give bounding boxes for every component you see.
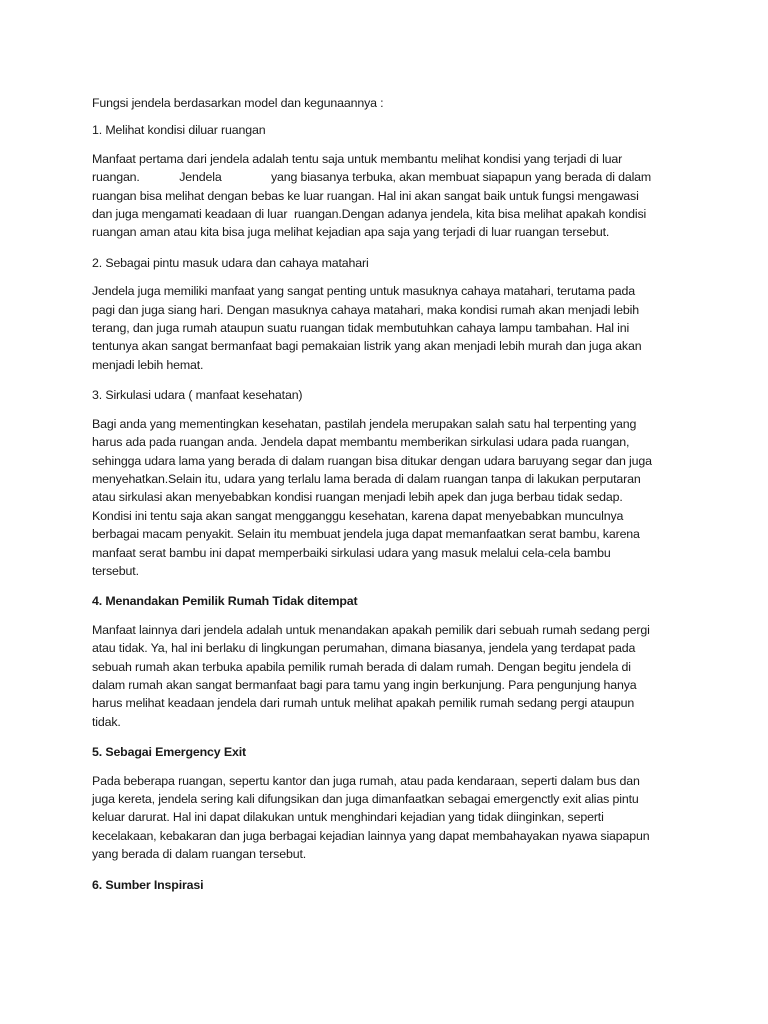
section-title-4: 4. Menandakan Pemilik Rumah Tidak ditempat <box>92 594 358 609</box>
paragraph-line: atau tidak. Ya, hal ini berlaku di lingkungan perumahan, dimana biasanya, jendela yang terdapat pada <box>92 641 636 656</box>
paragraph-line: tersebut. <box>92 563 139 578</box>
paragraph-line: Bagi anda yang mementingkan kesehatan, pastilah jendela merupakan salah satu hal terpenting yang <box>92 416 637 431</box>
paragraph-line: pagi dan juga siang hari. Dengan masuknya cahaya matahari, maka kondisi rumah akan menjadi lebih <box>92 302 639 317</box>
paragraph-line: Kondisi ini tentu saja akan sangat mengganggu kesehatan, karena dapat menyebabkan munculnya <box>92 508 624 523</box>
paragraph-line: tentunya akan sangat bermanfaat bagi pemakaian listrik yang akan menjadi lebih murah dan juga akan <box>92 339 642 354</box>
paragraph-line: sebuah rumah akan terbuka apabila pemilik rumah berada di dalam rumah. Dengan begitu jendela di <box>92 659 631 674</box>
paragraph-line: menyehatkan.Selain itu, udara yang terlalu lama berada di dalam ruangan tanpa di lakukan perputaran <box>92 471 641 486</box>
paragraph-line: Manfaat pertama dari jendela adalah tentu saja untuk membantu melihat kondisi yang terjadi di luar <box>92 151 623 166</box>
section-paragraph-5 <box>92 772 708 864</box>
section-title-2: 2. Sebagai pintu masuk udara dan cahaya matahari <box>92 255 369 270</box>
section-paragraph-1 <box>92 150 708 242</box>
paragraph-line: terang, dan juga rumah ataupun suatu ruangan tidak membutuhkan cahaya lampu tambahan. Hal ini <box>92 321 630 336</box>
paragraph-line: manfaat serat bambu ini dapat memperbaiki sirkulasi udara yang masuk melalui cela-cela bambu <box>92 545 611 560</box>
paragraph-line: juga kereta, jendela sering kali difungsikan dan juga dimanfaatkan sebagai emergenctly exit alias pintu <box>92 792 639 806</box>
paragraph-line: ruangan aman atau kita bisa juga melihat kejadian apa saja yang terjadi di luar ruangan tersebut. <box>92 225 610 240</box>
paragraph-line: kecelakaan, kebakaran dan juga berbagai kejadian lainnya yang dapat membahayakan nyawa siapapun <box>92 828 650 843</box>
paragraph-line: keluar darurat. Hal ini dapat dilakukan untuk menghindari kejadian yang tidak diinginkan, seperti <box>92 810 604 825</box>
section-paragraph-2 <box>92 282 708 374</box>
paragraph-line: menjadi lebih hemat. <box>92 357 204 372</box>
paragraph-line: dalam rumah akan sangat bermanfaat bagi para tamu yang ingin berkunjung. Para pengunjung hanya <box>92 677 637 692</box>
paragraph-line: harus ada pada ruangan anda. Jendela dapat membantu memberikan sirkulasi udara pada ruangan, <box>92 435 630 450</box>
paragraph-line: atau sirkulasi akan menyebabkan kondisi ruangan menjadi lebih apek dan juga berbau tidak sedap. <box>92 490 623 505</box>
paragraph-line: Jendela juga memiliki manfaat yang sangat penting untuk masuknya cahaya matahari, terutama pada <box>92 284 635 299</box>
paragraph-line: dan juga mengamati keadaan di luar ruangan.Dengan adanya jendela, kita bisa melihat apakah kondisi <box>92 207 647 222</box>
section-title-5: 5. Sebagai Emergency Exit <box>92 745 246 760</box>
paragraph-line: tidak. <box>92 714 121 729</box>
paragraph-line: harus melihat keadaan jendela dari rumah untuk melihat apakah pemilik rumah sedang pergi ataupun <box>92 696 635 711</box>
document-intro: Fungsi jendela berdasarkan model dan kegunaannya : <box>92 96 384 110</box>
paragraph-line: ruangan bisa melihat dengan bebas ke luar ruangan. Hal ini akan sangat baik untuk fungsi mengawasi <box>92 188 639 203</box>
section-paragraph-4 <box>92 621 708 731</box>
paragraph-line: Pada beberapa ruangan, sepertu kantor dan juga rumah, atau pada kendaraan, seperti dalam bus dan <box>92 773 640 788</box>
paragraph-line: sehingga udara lama yang berada di dalam ruangan bisa ditukar dengan udara baruyang segar dan juga <box>92 453 652 468</box>
paragraph-line: ruangan. Jendela yang biasanya terbuka, akan membuat siapapun yang berada di dalam <box>92 170 652 185</box>
paragraph-line: Manfaat lainnya dari jendela adalah untuk menandakan apakah pemilik dari sebuah rumah sedang pergi <box>92 622 650 637</box>
section-paragraph-3 <box>92 415 708 581</box>
section-title-3: 3. Sirkulasi udara ( manfaat kesehatan) <box>92 388 303 403</box>
paragraph-line: yang berada di dalam ruangan tersebut. <box>92 847 307 862</box>
paragraph-line: berbagai macam penyakit. Selain itu membuat jendela juga dapat memanfaatkan serat bambu, karena <box>92 527 640 542</box>
section-title-1: 1. Melihat kondisi diluar ruangan <box>92 123 266 138</box>
section-title-6: 6. Sumber Inspirasi <box>92 877 204 892</box>
